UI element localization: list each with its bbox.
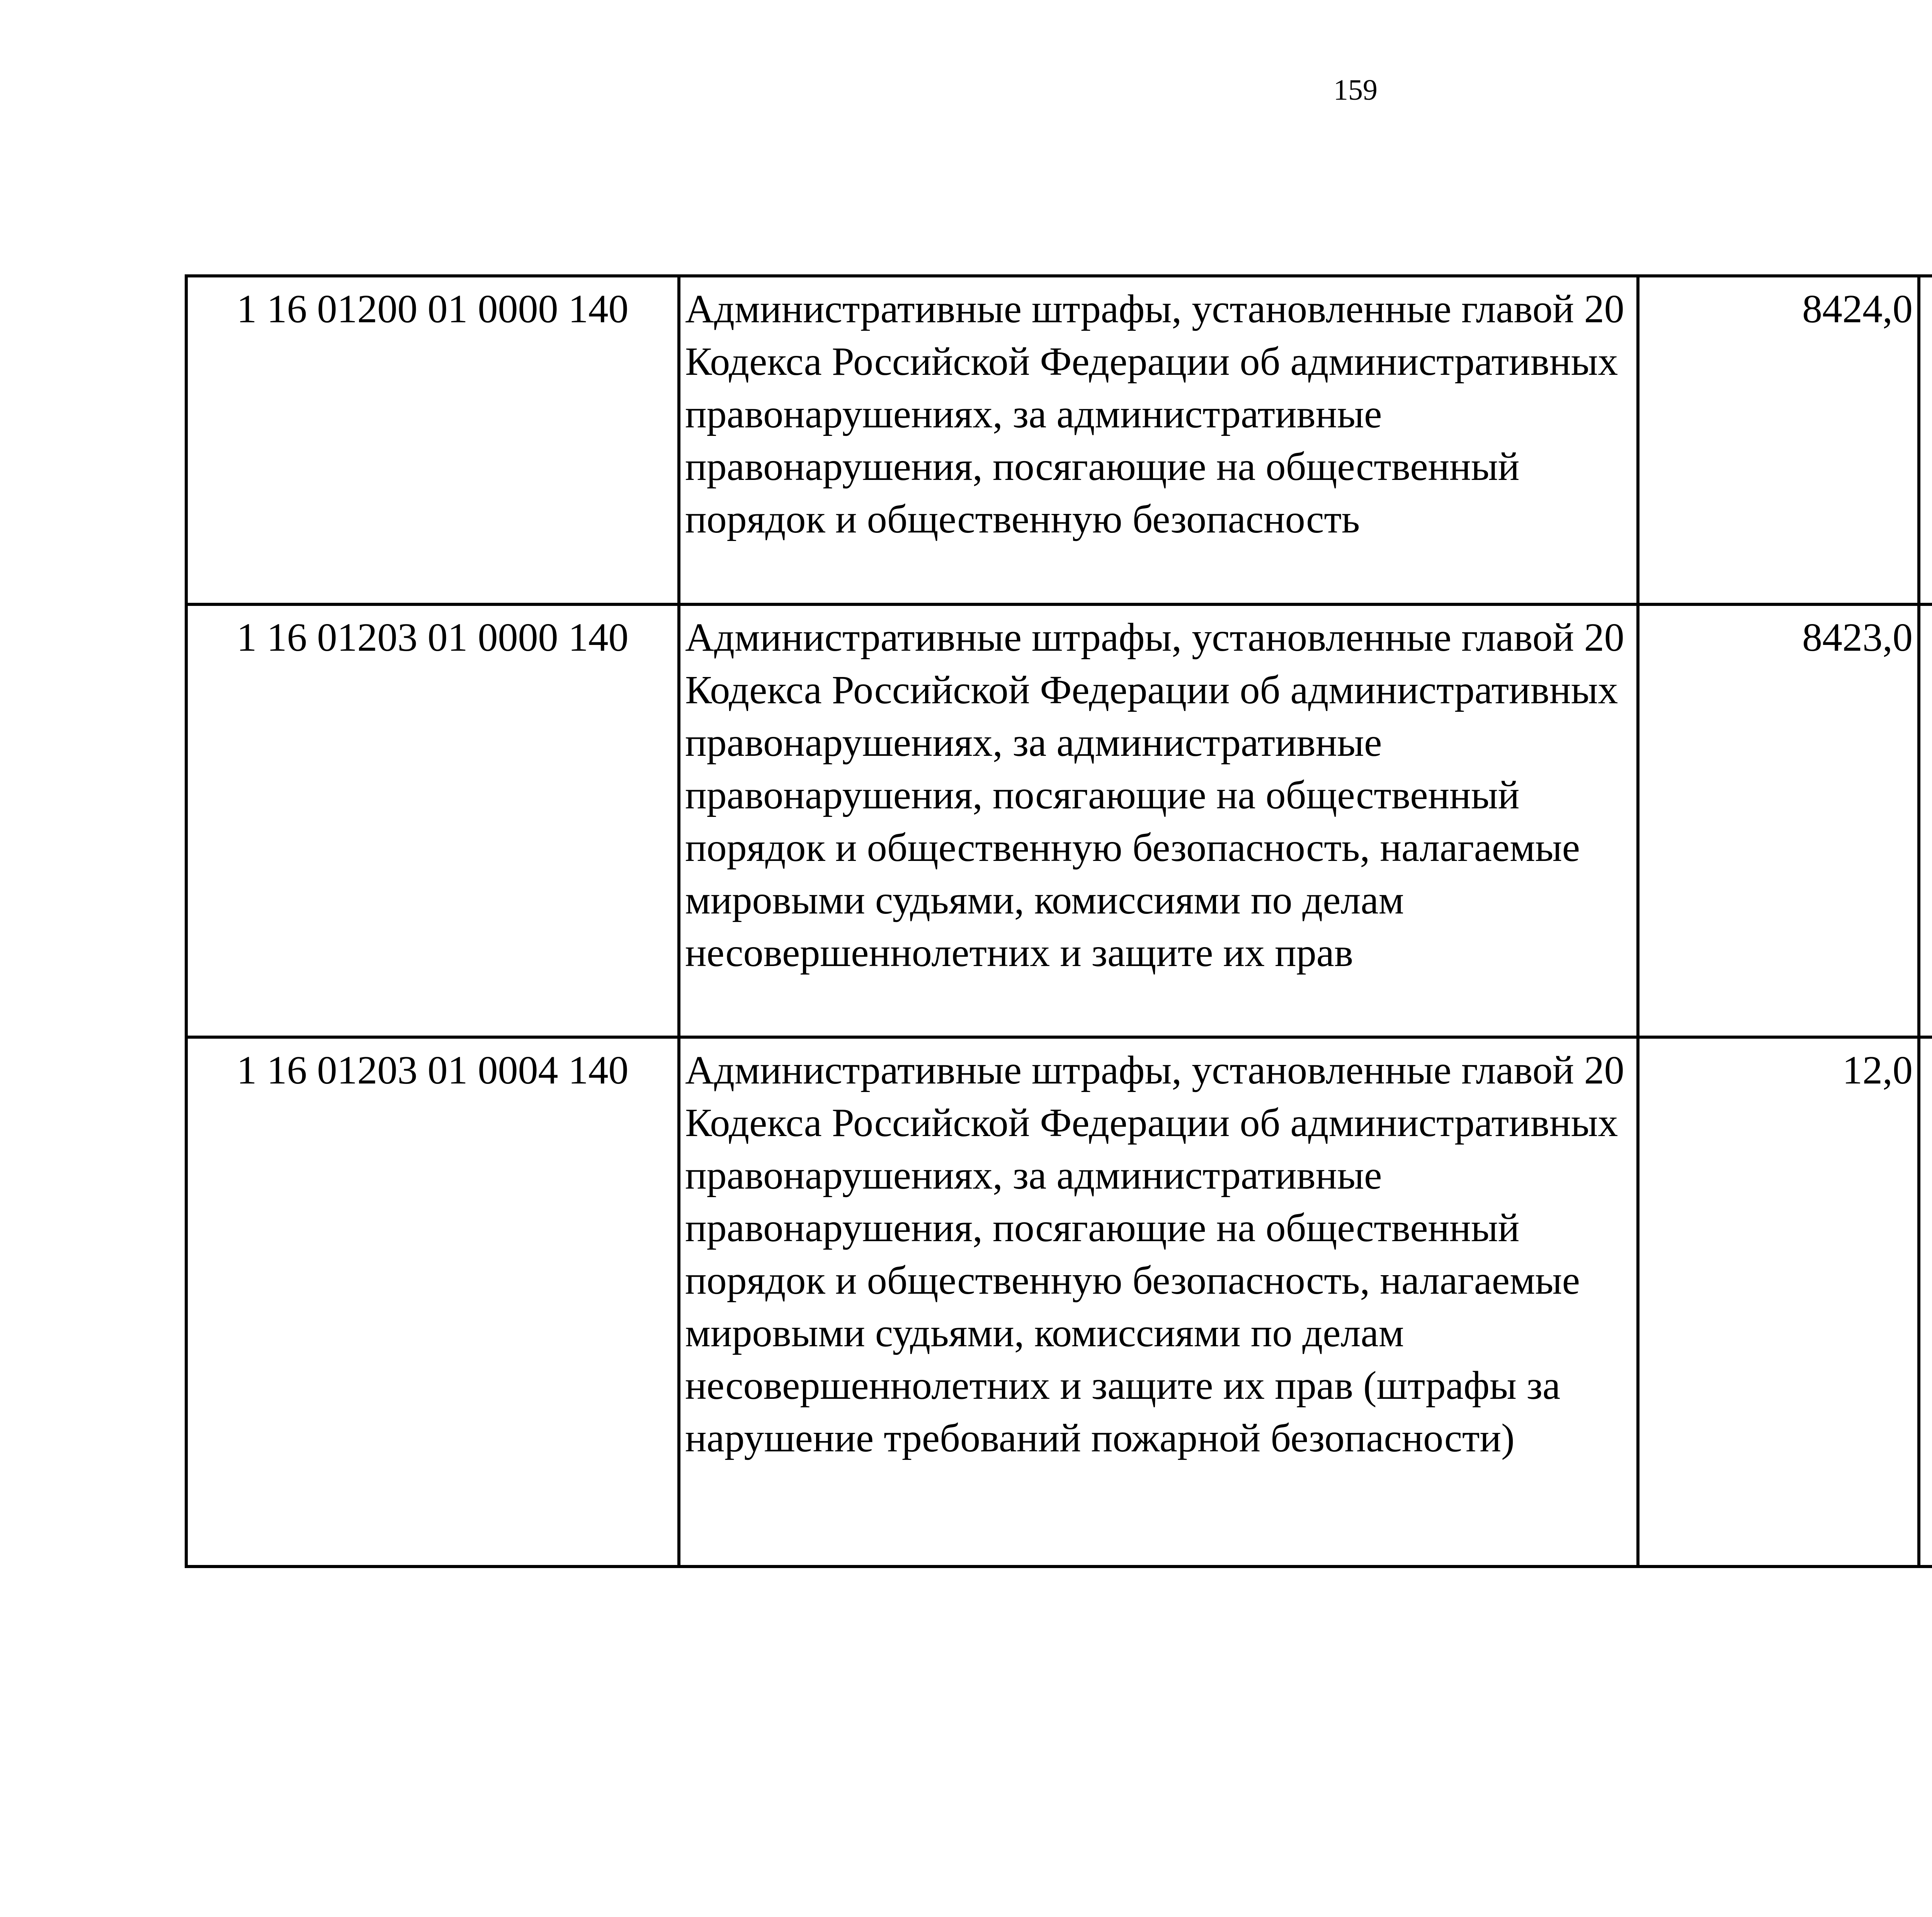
value-cell-1: 8424,0 bbox=[1638, 276, 1919, 604]
value-cell-1: 12,0 bbox=[1638, 1037, 1919, 1567]
description-cell: Административные штрафы, установленные главой 20 Кодекса Российской Федерации об административных правонарушениях, за административные правонарушения, посягающие на общественный порядок и общественную безопасность, налагаемые мировыми судьями, комиссиями по делам несовершеннолетних и защите их прав (штрафы за нарушение требований пожарной безопасности) bbox=[679, 1037, 1638, 1567]
description-cell: Административные штрафы, установленные главой 20 Кодекса Российской Федерации об административных правонарушениях, за административные правонарушения, посягающие на общественный порядок и общественную безопасность bbox=[679, 276, 1638, 604]
description-cell: Административные штрафы, установленные главой 20 Кодекса Российской Федерации об административных правонарушениях, за административные правонарушения, посягающие на общественный порядок и общественную безопасность, налагаемые мировыми судьями, комиссиями по делам несовершеннолетних и защите их прав bbox=[679, 604, 1638, 1037]
table-row bbox=[186, 1037, 1932, 1567]
page-number: 159 bbox=[1333, 74, 1378, 106]
budget-code-cell: 1 16 01200 01 0000 140 bbox=[186, 276, 679, 604]
value-cell-1: 8423,0 bbox=[1638, 604, 1919, 1037]
budget-code-cell: 1 16 01203 01 0000 140 bbox=[186, 604, 679, 1037]
value-cell-2 bbox=[1919, 1037, 1932, 1567]
budget-code-cell: 1 16 01203 01 0004 140 bbox=[186, 1037, 679, 1567]
value-cell-2 bbox=[1919, 604, 1932, 1037]
table-row bbox=[186, 604, 1932, 1037]
table-row bbox=[186, 276, 1932, 604]
budget-table bbox=[185, 274, 1932, 1568]
value-cell-2 bbox=[1919, 276, 1932, 604]
